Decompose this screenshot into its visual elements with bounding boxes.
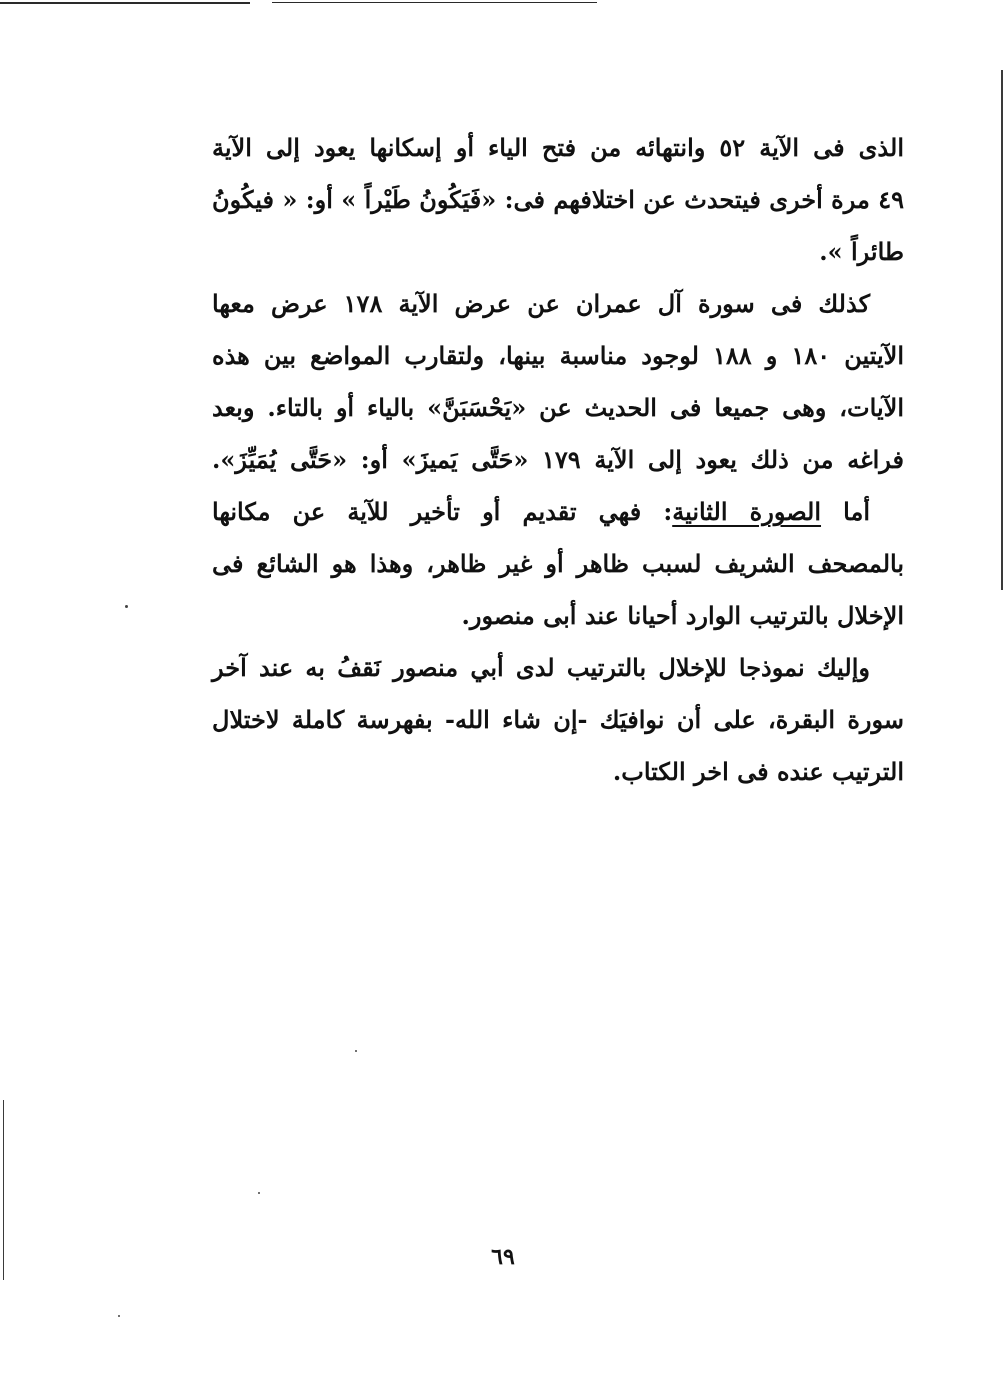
paragraph: [212, 278, 904, 486]
scan-speck: [258, 1192, 260, 1194]
paragraph: [212, 122, 904, 278]
paragraph: [212, 486, 904, 642]
paragraph: [212, 642, 904, 798]
text-line: كذلك فى سورة آل عمران عن عرض الآية ١٧٨ عرض معها: [212, 289, 870, 318]
scan-speck: [125, 605, 128, 608]
scan-border-top-right: [272, 2, 597, 3]
text-line: الذى فى الآية ٥٢ وانتهائه من فتح الياء أو إسكانها يعود إلى الآية: [212, 133, 904, 162]
text-line: فراغه من ذلك يعود إلى الآية ١٧٩ «حَتَّى يَميزَ» أو: «حَتَّى يُمَيِّزَ».: [212, 445, 904, 474]
scan-speck: [118, 1315, 120, 1317]
text-line: [212, 486, 904, 538]
text-line: وإليك نموذجا للإخلال بالترتيب لدى أبي منصور نَقفُ به عند آخر: [212, 653, 870, 682]
scan-border-top-left: [0, 2, 250, 4]
scan-edge-right: [1001, 70, 1003, 590]
text-line: بالمصحف الشريف لسبب ظاهر أو غير ظاهر، وهذا هو الشائع فى: [212, 549, 904, 578]
text-fragment: : فهي تقديم أو تأخير للآية عن مكانها: [212, 497, 673, 526]
text-line: ٤٩ مرة أخرى فيتحدث عن اختلافهم فى: «فَيَكُونُ طَيْراً » أو: « فيكُونُ: [212, 185, 904, 214]
text-line: سورة البقرة، على أن نوافيَك -إن شاء الله- بفهرسة كاملة لاختلال: [212, 705, 904, 734]
section-heading-underlined: الصورة الثانية: [672, 497, 822, 526]
text-line: طائراً ».: [819, 237, 904, 266]
text-fragment: أما: [821, 497, 870, 526]
page-body: [212, 122, 904, 798]
text-line: الترتيب عنده فى اخر الكتاب.: [612, 757, 904, 786]
text-line: الآيات، وهى جميعا فى الحديث عن «يَحْسَبَنَّ» بالياء أو بالتاء. وبعد: [212, 393, 904, 422]
text-line: الإخلال بالترتيب الوارد أحيانا عند أبى منصور.: [461, 601, 904, 630]
page-number: ٦٩: [491, 1244, 515, 1270]
scan-speck: [355, 1050, 357, 1052]
text-line: الآيتين ١٨٠ و ١٨٨ لوجود مناسبة بينها، ولتقارب المواضع بين هذه: [212, 341, 904, 370]
